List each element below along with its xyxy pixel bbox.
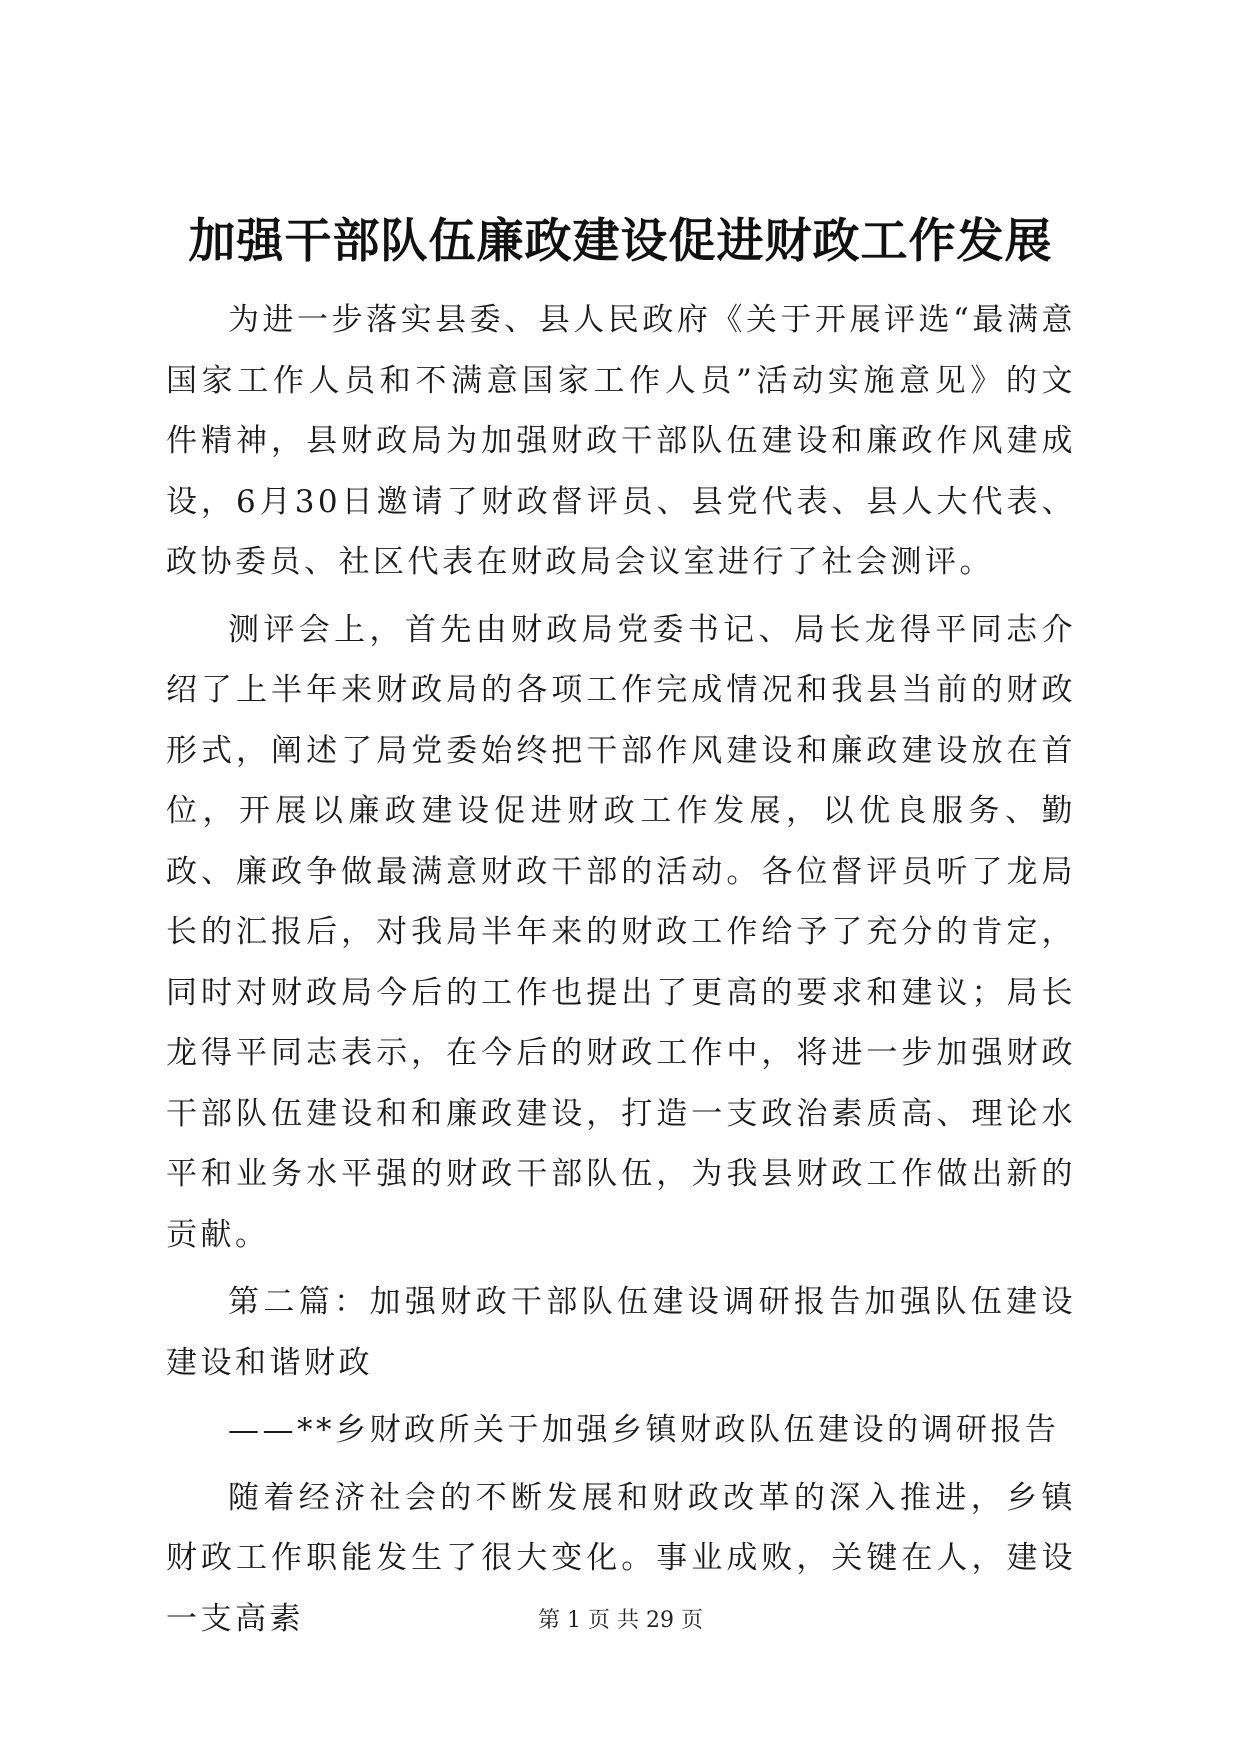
document-body — [166, 290, 1076, 1656]
paragraph-2: 测评会上，首先由财政局党委书记、局长龙得平同志介绍了上半年来财政局的各项工作完成情况和我县当前的财政形式，阐述了局党委始终把干部作风建设和廉政建设放在首位，开展以廉政建设促进财政工作发展，以优良服务、勤政、廉政争做最满意财政干部的活动。各位督评员听了龙局长的汇报后，对我局半年来的财政工作给予了充分的肯定，同时对财政局今后的工作也提出了更高的要求和建议；局长龙得平同志表示，在今后的财政工作中，将进一步加强财政干部队伍建设和和廉政建设，打造一支政治素质高、理论水平和业务水平强的财政干部队伍，为我县财政工作做出新的贡献。 — [166, 611, 1076, 1253]
paragraph-4-subtitle: ——**乡财政所关于加强乡镇财政队伍建设的调研报告 — [228, 1412, 1060, 1448]
paragraph-5: 随着经济社会的不断发展和财政改革的深入推进，乡镇财政工作职能发生了很大变化。事业成败，关键在人，建设一支高素 — [166, 1479, 1076, 1637]
paragraph-3-section-heading: 第二篇：加强财政干部队伍建设调研报告加强队伍建设建设和谐财政 — [166, 1284, 1076, 1381]
page-number-footer: 第 1 页 共 29 页 — [538, 1608, 703, 1633]
paragraph-1: 为进一步落实县委、县人民政府《关于开展评选“最满意国家工作人员和不满意国家工作人员”活动实施意见》的文件精神，县财政局为加强财政干部队伍建设和廉政作风建成设，6月30日邀请了财政督评员、县党代表、县人大代表、政协委员、社区代表在财政局会议室进行了社会测评。 — [166, 302, 1076, 580]
document-title: 加强干部队伍廉政建设促进财政工作发展 — [188, 214, 1053, 269]
